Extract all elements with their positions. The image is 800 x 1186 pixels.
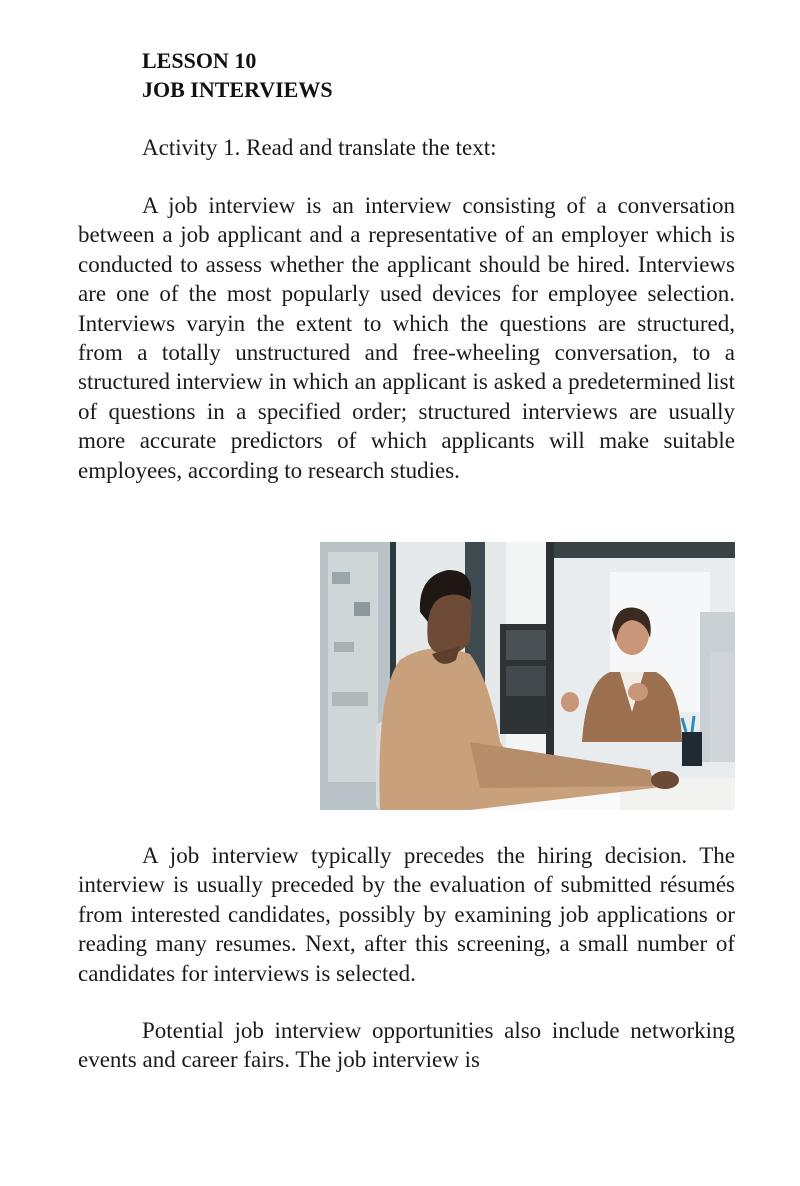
lesson-number: LESSON 10 — [142, 48, 257, 73]
paragraph-opportunities: Potential job interview opportunities also include networking events and career fairs. The job interview is — [78, 1018, 735, 1073]
activity-instruction: Activity 1. Read and translate the text: — [142, 135, 497, 160]
paragraph-hiring-process: A job interview typically precedes the hiring decision. The interview is usually preceded by the evaluation of submitted résumés from interested candidates, possibly by examining job applications or reading many resumes. Next, after this screening, a small number of candidates for interviews is selected. — [78, 843, 735, 986]
paragraph-definition: A job interview is an interview consisting of a conversation between a job applicant and a representative of an employer which is conducted to assess whether the applicant should be hired. Interviews are one of the most popularly used devices for employee selection. Interviews varyin the extent to which the questions are structured, from a totally unstructured and free-wheeling conversation, to a structured interview in which an applicant is asked a predetermined list of questions in a specified order; structured interviews are usually more accurate predictors of which applicants will make suitable employees, according to research studies. — [78, 193, 735, 483]
interview-photo — [320, 542, 735, 810]
lesson-title: JOB INTERVIEWS — [142, 77, 333, 102]
lesson-heading — [142, 46, 333, 104]
